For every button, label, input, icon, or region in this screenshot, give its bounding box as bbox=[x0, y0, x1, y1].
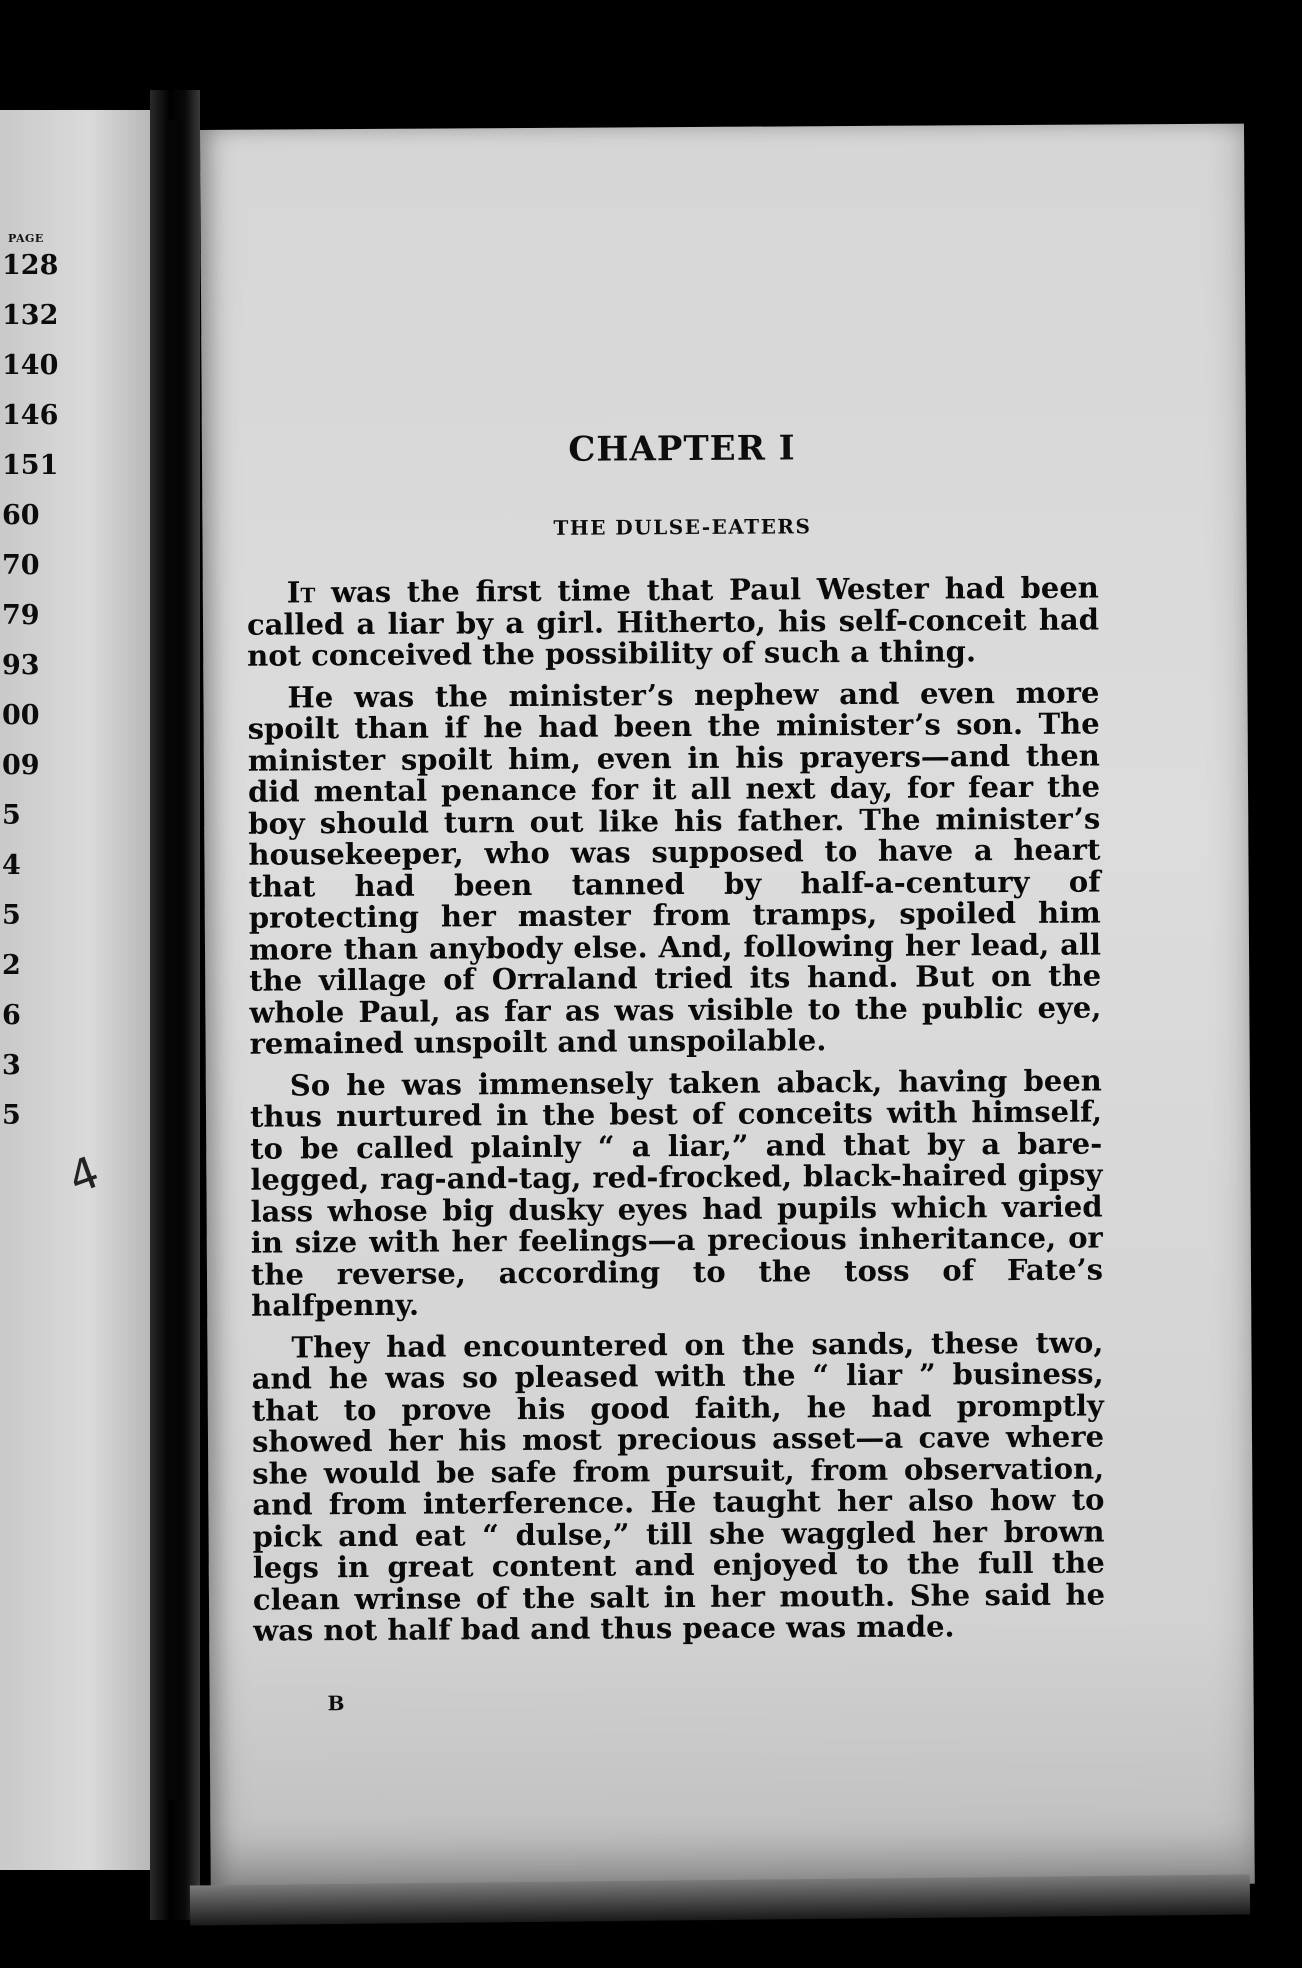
toc-page-number: 128 bbox=[2, 250, 59, 281]
toc-page-number: 5 bbox=[2, 1100, 21, 1131]
paragraph-text: He was the minister’s nephew and even more spoilt than if he had been the minister’s son. The minister spoilt him, even in his prayers—and then did mental penance for it all next day, for fear the boy should turn out like his father. The minister’s housekeeper, who was supposed to have a heart that had been tanned by half-a-century of protecting her master from tramps, spoiled him more than anybody else. And, following her lead, all the village of Orraland tried its hand. But on the whole Paul, as far as was visible to the public eye, remained unspoilt and unspoilable. bbox=[247, 675, 1102, 1061]
chapter-title: CHAPTER I bbox=[568, 428, 796, 470]
signature-mark: B bbox=[327, 1691, 345, 1716]
paragraph bbox=[250, 1065, 1104, 1322]
right-page bbox=[200, 124, 1255, 1890]
chapter-body bbox=[246, 570, 1106, 1658]
paragraph-lead: It bbox=[286, 575, 316, 610]
toc-page-number: 6 bbox=[2, 1000, 21, 1031]
toc-page-number: 4 bbox=[2, 850, 21, 881]
paragraph bbox=[246, 570, 1100, 673]
toc-page-number: 70 bbox=[2, 550, 40, 581]
chapter-subtitle: THE DULSE-EATERS bbox=[553, 514, 812, 540]
toc-page-number: 60 bbox=[2, 500, 40, 531]
paragraph-text: They had encountered on the sands, these two, and he was so pleased with the “ liar ” business, that to prove his good faith, he had promptly showed her his most precious asset—a cave where she would be safe from pursuit, from observation, and from interference. He taught her also how to pick and eat “ dulse,” till she waggled her brown legs in great content and enjoyed to the full the clean wrinse of the salt in her mouth. She said he was not half bad and thus peace was made. bbox=[251, 1325, 1106, 1648]
toc-page-number: 3 bbox=[2, 1050, 21, 1081]
toc-page-number: 79 bbox=[2, 600, 40, 631]
toc-page-number: 151 bbox=[2, 450, 59, 481]
page-label: PAGE bbox=[8, 232, 44, 245]
toc-page-number: 2 bbox=[2, 950, 21, 981]
spine-shadow bbox=[168, 120, 182, 1800]
toc-page-number: 00 bbox=[2, 700, 40, 731]
paragraph-text: So he was immensely taken aback, having been thus nurtured in the best of conceits with himself, to be called plainly “ a liar,” and that by a bare-legged, rag-and-tag, red-frocked, black-haired gipsy lass whose big dusky eyes had pupils which varied in size with her feelings—a precious inheritance, or the reverse, according to the toss of Fate’s halfpenny. bbox=[249, 1063, 1104, 1323]
toc-page-number: 146 bbox=[2, 400, 59, 431]
paragraph bbox=[247, 677, 1101, 1060]
pencil-mark: 4 bbox=[62, 1146, 106, 1205]
toc-page-number: 09 bbox=[2, 750, 40, 781]
left-page bbox=[0, 110, 150, 1870]
toc-page-number: 132 bbox=[2, 300, 59, 331]
paragraph-text: was the first time that Paul Wester had been called a liar by a girl. Hitherto, his self-conceit had not conceived the possibility of such a thing. bbox=[246, 570, 1100, 673]
toc-page-number: 5 bbox=[2, 900, 21, 931]
toc-page-number: 5 bbox=[2, 800, 21, 831]
toc-page-number: 140 bbox=[2, 350, 59, 381]
toc-page-number: 93 bbox=[2, 650, 40, 681]
paragraph bbox=[251, 1327, 1105, 1647]
